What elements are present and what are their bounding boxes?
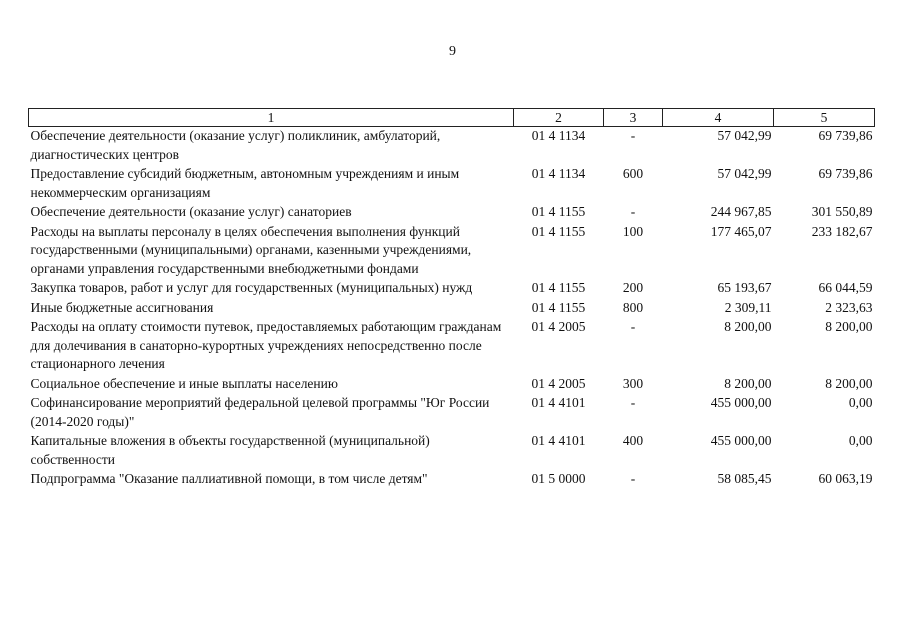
row-value-cell: 8 200,00 [825,319,873,334]
row-code-cell: 01 4 1134 [531,166,586,181]
row-value-cell: 57 042,99 [717,166,772,181]
row-code-cell: 01 4 1155 [531,223,586,239]
row-name-cell: Софинансирование мероприятий федеральной целевой программы "Юг России (2014-2020 годы)" [30,395,490,429]
table-body [29,127,875,490]
table-row [29,279,875,299]
row-value-cell: 244 967,85 [710,204,772,219]
column-header: 1 [29,109,514,127]
row-value-cell: 0,00 [848,395,873,410]
row-code-cell: 01 4 2005 [531,319,586,334]
row-type-cell: - [630,128,636,143]
column-header: 3 [604,109,663,127]
row-type-cell: 200 [622,280,644,295]
row-code-cell: 01 5 0000 [531,471,586,486]
row-name-cell: Обеспечение деятельности (оказание услуг) поликлиник, амбулаторий, диагностических центров [30,128,441,162]
row-value-cell: 2 309,11 [724,299,772,315]
column-header: 4 [663,109,774,127]
row-code-cell: 01 4 1134 [531,128,586,143]
row-name-cell: Социальное обеспечение и иные выплаты населению [30,375,338,391]
row-type-cell: - [630,319,636,334]
table-row [29,223,875,280]
table-row [29,299,875,319]
row-code-cell: 01 4 1155 [531,280,586,295]
row-value-cell: 233 182,67 [811,223,873,239]
row-code-cell: 01 4 1155 [531,299,586,315]
row-type-cell: 400 [622,433,644,448]
row-name-cell: Обеспечение деятельности (оказание услуг) санаториев [30,204,352,219]
row-value-cell: 65 193,67 [717,280,772,295]
row-code-cell: 01 4 4101 [531,433,586,448]
table-row [29,127,875,166]
row-type-cell: 300 [622,375,644,391]
row-value-cell: 58 085,45 [717,471,772,486]
row-value-cell: 2 323,63 [825,299,873,315]
row-value-cell: 0,00 [848,433,873,448]
row-type-cell: 600 [622,166,644,181]
row-value-cell: 69 739,86 [818,128,873,143]
budget-table [28,108,875,490]
row-type-cell: - [630,204,636,219]
row-value-cell: 455 000,00 [710,433,772,448]
table-row [29,432,875,470]
row-value-cell: 301 550,89 [811,204,873,219]
row-value-cell: 455 000,00 [710,395,772,410]
row-name-cell: Иные бюджетные ассигнования [30,299,214,315]
row-value-cell: 60 063,19 [818,471,873,486]
row-value-cell: 8 200,00 [724,375,772,391]
row-name-cell: Капитальные вложения в объекты государственной (муниципальной) собственности [30,433,430,467]
row-type-cell: 800 [622,299,644,315]
table-row [29,165,875,203]
row-value-cell: 177 465,07 [710,223,772,239]
table-row [29,203,875,223]
row-name-cell: Расходы на выплаты персоналу в целях обеспечения выполнения функций государственными (муниципальными) органами, казенными учреждениями, органами управления государственными внебюджетными фондами [30,223,472,276]
row-type-cell: - [630,395,636,410]
row-value-cell: 8 200,00 [724,319,772,334]
row-code-cell: 01 4 2005 [531,375,586,391]
table-row [29,470,875,490]
row-code-cell: 01 4 1155 [531,204,586,219]
table-row [29,394,875,432]
row-name-cell: Подпрограмма "Оказание паллиативной помощи, в том числе детям" [30,471,428,486]
table-header [29,109,875,127]
row-type-cell: 100 [622,223,644,239]
table-row [29,375,875,395]
row-value-cell: 66 044,59 [818,280,873,295]
row-code-cell: 01 4 4101 [531,395,586,410]
column-header: 2 [514,109,604,127]
row-value-cell: 8 200,00 [825,375,873,391]
row-value-cell: 69 739,86 [818,166,873,181]
row-type-cell: - [630,471,636,486]
row-name-cell: Расходы на оплату стоимости путевок, предоставляемых работающим гражданам для долечивания в санаторно-курортных учреждениях непосредственно после стационарного лечения [30,319,502,371]
row-name-cell: Закупка товаров, работ и услуг для государственных (муниципальных) нужд [30,280,473,295]
page-number: 9 [449,44,456,59]
row-name-cell: Предоставление субсидий бюджетным, автономным учреждениям и иным некоммерческим организациям [30,166,460,200]
column-header: 5 [774,109,875,127]
row-value-cell: 57 042,99 [717,128,772,143]
table-row [29,318,875,375]
